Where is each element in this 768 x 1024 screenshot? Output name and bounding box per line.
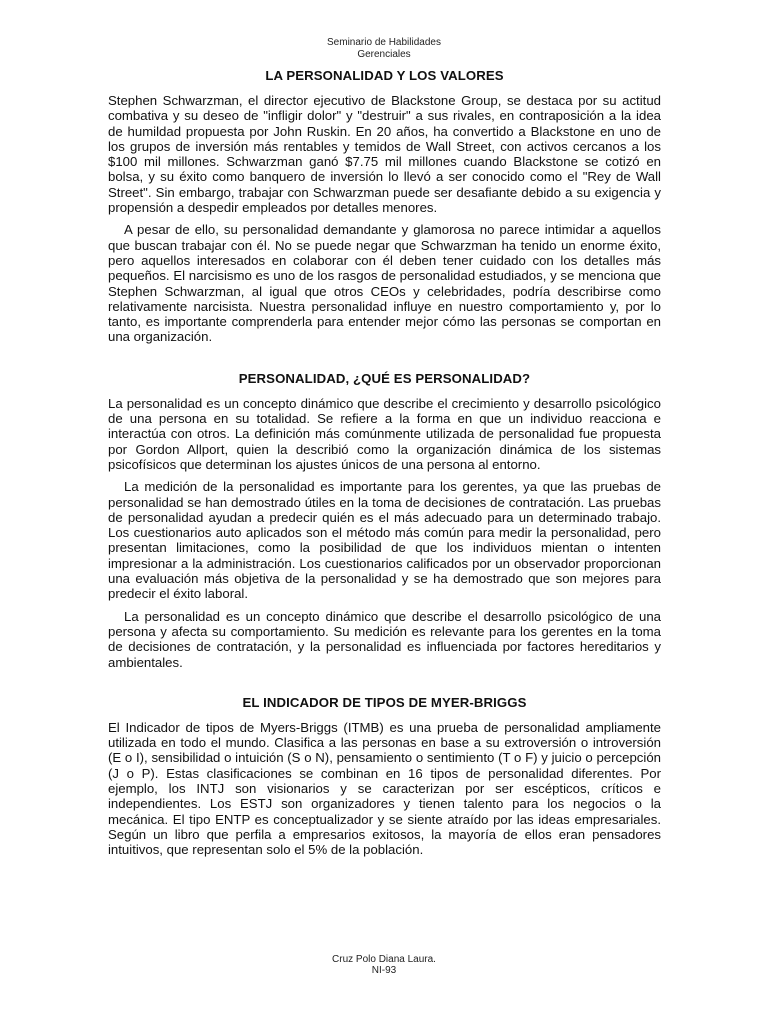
paragraph: La personalidad es un concepto dinámico que describe el desarrollo psicológico de una persona y afecta su comportamiento. Su medición es relevante para los gerentes en la toma de decisiones de contratación, y la personalidad es influenciada por factores hereditarios y ambientales. [108, 608, 661, 670]
paragraph: A pesar de ello, su personalidad demandante y glamorosa no parece intimidar a aquellos que buscan trabajar con él. No se puede negar que Schwarzman ha tenido un enorme éxito, pero aquellos interesados en colaborar con él deben tener cuidado con los detalles más pequeños. El narcisismo es uno de los rasgos de personalidad estudiados, y se menciona que Stephen Schwarzman, al igual que otros CEOs y celebridades, podría describirse como relativamente narcisista. Nuestra personalidad influye en nuestro comportamiento y, por lo tanto, es importante comprenderla para entender mejor cómo las personas se comportan en una organización. [108, 222, 661, 345]
header-line-2: Gerenciales [357, 49, 411, 60]
section-title-que-es-personalidad: PERSONALIDAD, ¿QUÉ ES PERSONALIDAD? [238, 370, 531, 386]
header-line-1: Seminario de Habilidades [327, 37, 441, 48]
paragraph: Stephen Schwarzman, el director ejecutivo de Blackstone Group, se destaca por su actitud combativa y su deseo de "infligir dolor" y "destruir" a sus rivales, en contraposición a la idea de humildad propuesta por John Ruskin. En 20 años, ha convertido a Blackstone en uno de los grupos de inversión más rentables y temidos de Wall Street, con activos cercanos a los $100 mil millones. Schwarzman ganó $7.75 mil millones cuando Blackstone se cotizó en bolsa, y su éxito como banquero de inversión lo llevó a ser conocido como el "Rey de Wall Street". Sin embargo, trabajar con Schwarzman puede ser desafiante debido a su exigencia y propensión a despedir empleados por detalles menores. [108, 93, 661, 216]
paragraph: El Indicador de tipos de Myers-Briggs (ITMB) es una prueba de personalidad ampliamente utilizada en todo el mundo. Clasifica a las personas en base a su extroversión o introversión (E o I), sensibilidad o intuición (S o N), pensamiento o sentimiento (T o F) y juicio o percepción (J o P). Estas clasificaciones se combinan en 16 tipos de personalidad diferentes. Por ejemplo, los INTJ son visionarios y se caracterizan por ser escépticos, críticos e independientes. Los ESTJ son organizadores y tienen talento para los negocios o la mecánica. El tipo ENTP es conceptualizador y se siente atraído por las ideas empresariales. Según un libro que perfila a empresarios exitosos, la mayoría de ellos eran pensadores intuitivos, que representan solo el 5% de la población. [108, 719, 661, 858]
paragraph: La medición de la personalidad es importante para los gerentes, ya que las pruebas de personalidad se han demostrado útiles en la toma de decisiones de contratación. Las pruebas de personalidad ayudan a predecir quién es el más adecuado para un determinado trabajo. Los cuestionarios auto aplicados son el método más común para medir la personalidad, pero presentan limitaciones, como la posibilidad de que los individuos mientan o intenten impresionar a la administración. Los cuestionarios calificados por un observador proporcionan una evaluación más objetiva de la personalidad y se ha demostrado que son mejores para predecir el éxito laboral. [108, 479, 661, 602]
footer-group: NI-93 [371, 965, 397, 976]
section-title-personalidad-valores: LA PERSONALIDAD Y LOS VALORES [265, 68, 504, 83]
document-body [108, 68, 661, 857]
page-footer [0, 954, 768, 976]
paragraph: La personalidad es un concepto dinámico que describe el crecimiento y desarrollo psicológico de una persona en su totalidad. Se refiere a la forma en que un individuo reacciona e interactúa con otros. La definición más comúnmente utilizada de personalidad fue propuesta por Gordon Allport, quien la describió como la organización dinámica de los sistemas psicofísicos que determinan los ajustes únicos de una persona al entorno. [108, 395, 661, 472]
section-title-myers-briggs: EL INDICADOR DE TIPOS DE MYER-BRIGGS [242, 694, 527, 710]
footer-author: Cruz Polo Diana Laura. [332, 954, 436, 965]
page-header [0, 37, 768, 61]
